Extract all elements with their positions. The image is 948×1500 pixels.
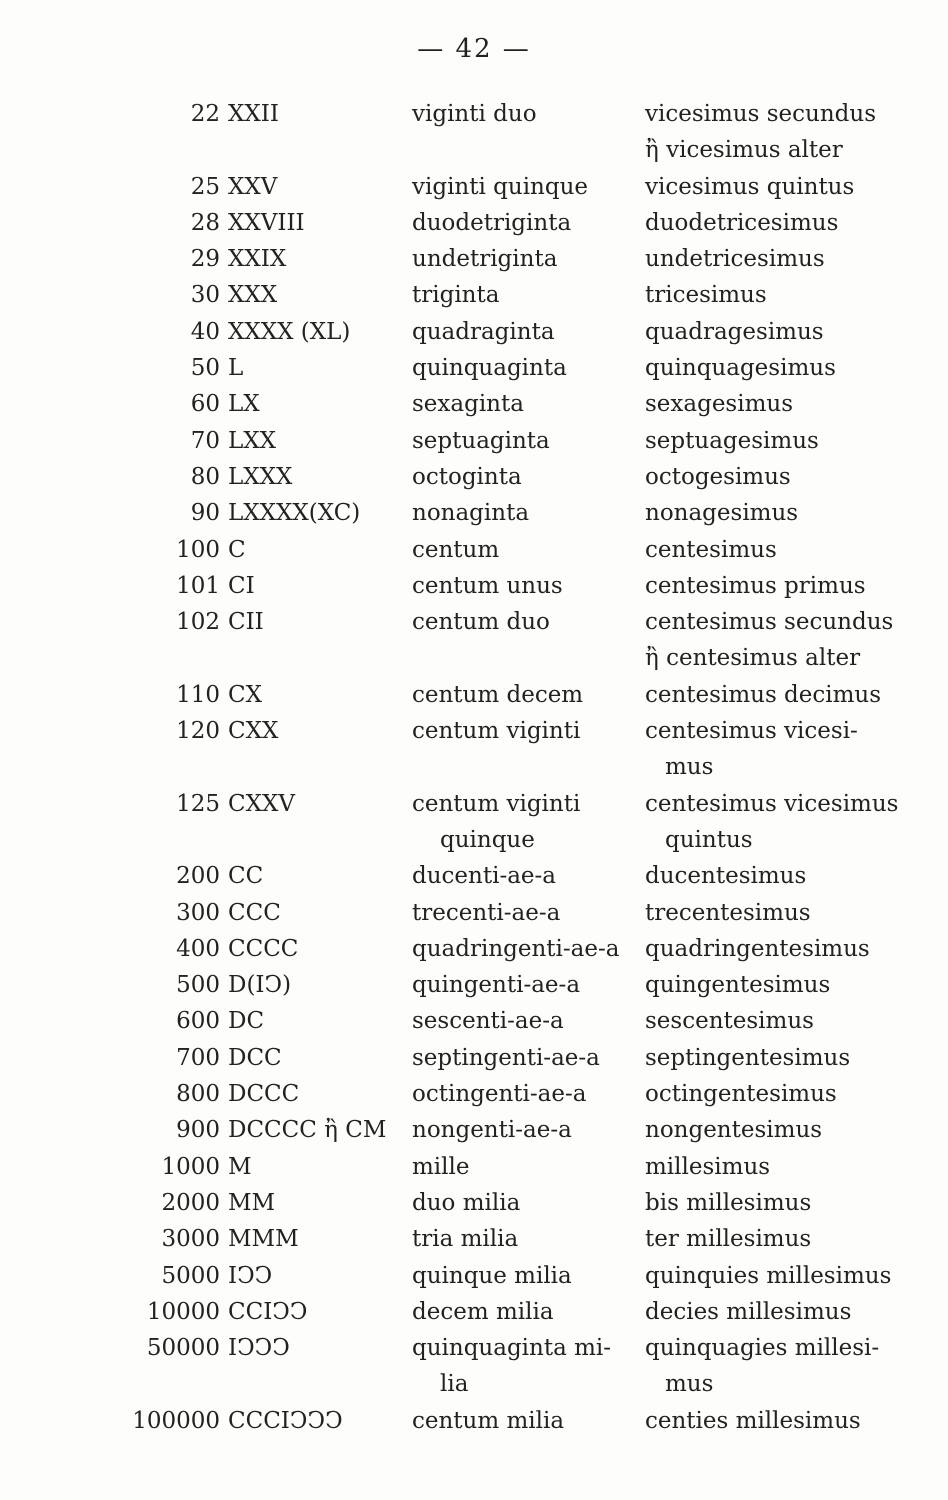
table-row — [0, 568, 948, 604]
roman-numeral-cell: XXII — [228, 101, 279, 127]
roman-numeral-cell: XXX — [228, 282, 278, 309]
table-row — [0, 604, 948, 640]
ordinal-cell: duodetricesimus — [645, 209, 839, 236]
numeral-table — [0, 96, 948, 1439]
cardinal-cell: nongenti-ae-a — [412, 1117, 572, 1144]
number-cell: 102 — [176, 609, 220, 636]
cardinal-cell: quadringenti-ae-a — [412, 935, 620, 962]
table-row — [0, 786, 948, 822]
number-cell: 1000 — [161, 1153, 220, 1180]
ordinal-cell: trecentesimus — [645, 899, 811, 926]
roman-numeral-cell: XXVIII — [228, 209, 305, 236]
number-cell: 200 — [176, 863, 220, 890]
number-cell: 700 — [176, 1044, 220, 1071]
ordinal-cell: centesimus decimus — [645, 681, 882, 708]
cardinal-cell: sescenti-ae-a — [412, 1008, 564, 1035]
ordinal-cell: ἢ centesimus alter — [645, 645, 861, 672]
table-row — [0, 205, 948, 241]
page-number: — 42 — — [417, 34, 531, 64]
number-cell: 400 — [176, 935, 220, 962]
table-row — [0, 386, 948, 422]
ordinal-cell: septuagesimus — [645, 427, 819, 454]
table-row — [0, 1330, 948, 1366]
number-cell: 22 — [190, 101, 220, 127]
number-cell: 100 — [176, 536, 220, 563]
number-cell: 5000 — [161, 1262, 220, 1289]
number-cell: 50000 — [146, 1335, 220, 1362]
cardinal-cell: tria milia — [412, 1226, 519, 1253]
table-row — [0, 1294, 948, 1330]
cardinal-cell: viginti quinque — [412, 173, 589, 200]
cardinal-cell: centum viginti — [412, 790, 581, 817]
cardinal-cell: octingenti-ae-a — [412, 1081, 587, 1108]
ordinal-cell: centesimus primus — [645, 572, 866, 599]
ordinal-cell: centesimus vicesimus — [645, 790, 899, 817]
table-row — [0, 314, 948, 350]
number-cell: 25 — [190, 173, 220, 200]
cardinal-cell: centum duo — [412, 609, 550, 636]
table-row — [0, 967, 948, 1003]
table-row — [0, 277, 948, 313]
cardinal-cell: lia — [440, 1371, 469, 1398]
number-cell: 110 — [176, 681, 220, 708]
cardinal-cell: duodetriginta — [412, 209, 572, 236]
table-row — [0, 1003, 948, 1039]
number-cell: 40 — [190, 318, 220, 345]
table-row — [0, 1403, 948, 1439]
ordinal-cell: octingentesimus — [645, 1081, 837, 1108]
cardinal-cell: centum unus — [412, 572, 563, 599]
table-row — [0, 1366, 948, 1402]
ordinal-cell: vicesimus secundus — [645, 101, 876, 127]
roman-numeral-cell: XXXX (XL) — [228, 318, 351, 345]
table-row — [0, 1149, 948, 1185]
cardinal-cell: ducenti-ae-a — [412, 863, 557, 890]
table-row — [0, 96, 948, 132]
roman-numeral-cell: IↃↃↃ — [228, 1335, 290, 1362]
number-cell: 300 — [176, 899, 220, 926]
roman-numeral-cell: XXIX — [228, 246, 287, 273]
number-cell: 2000 — [161, 1189, 220, 1216]
table-row — [0, 132, 948, 168]
table-row — [0, 1076, 948, 1112]
cardinal-cell: decem milia — [412, 1298, 554, 1325]
ordinal-cell: sescentesimus — [645, 1008, 814, 1035]
cardinal-cell: centum milia — [412, 1407, 565, 1434]
roman-numeral-cell: M — [228, 1153, 252, 1180]
number-cell: 30 — [190, 282, 220, 309]
number-cell: 60 — [190, 391, 220, 418]
roman-numeral-cell: CXXV — [228, 790, 295, 817]
cardinal-cell: quingenti-ae-a — [412, 972, 581, 999]
ordinal-cell: undetricesimus — [645, 246, 825, 273]
ordinal-cell: quadragesimus — [645, 318, 824, 345]
number-cell: 28 — [190, 209, 220, 236]
number-cell: 70 — [190, 427, 220, 454]
ordinal-cell: quinquagies millesi- — [645, 1335, 880, 1362]
number-cell: 500 — [176, 972, 220, 999]
roman-numeral-cell: LXXX — [228, 463, 293, 490]
roman-numeral-cell: CCCC — [228, 935, 299, 962]
ordinal-cell: centesimus vicesi- — [645, 718, 858, 745]
ordinal-cell: centies millesimus — [645, 1407, 861, 1434]
table-row — [0, 1221, 948, 1257]
table-row — [0, 1185, 948, 1221]
table-row — [0, 749, 948, 785]
cardinal-cell: duo milia — [412, 1189, 521, 1216]
ordinal-cell: ἢ vicesimus alter — [645, 137, 843, 164]
roman-numeral-cell: CCCIↃↃↃ — [228, 1407, 343, 1434]
roman-numeral-cell: CCIↃↃ — [228, 1298, 308, 1325]
table-row — [0, 423, 948, 459]
number-cell: 90 — [190, 500, 220, 527]
table-row — [0, 350, 948, 386]
table-row — [0, 241, 948, 277]
ordinal-cell: ducentesimus — [645, 863, 807, 890]
roman-numeral-cell: DCCCC ἢ CM — [228, 1117, 387, 1144]
number-cell: 800 — [176, 1081, 220, 1108]
table-row — [0, 169, 948, 205]
ordinal-cell: mus — [665, 1371, 714, 1398]
cardinal-cell: centum — [412, 536, 500, 563]
roman-numeral-cell: D(IↃ) — [228, 972, 292, 999]
cardinal-cell: mille — [412, 1153, 470, 1180]
cardinal-cell: trecenti-ae-a — [412, 899, 561, 926]
table-row — [0, 677, 948, 713]
table-row — [0, 858, 948, 894]
ordinal-cell: quingentesimus — [645, 972, 831, 999]
cardinal-cell: quinquaginta mi- — [412, 1335, 612, 1362]
roman-numeral-cell: LXX — [228, 427, 277, 454]
table-row — [0, 895, 948, 931]
cardinal-cell: nonaginta — [412, 500, 530, 527]
cardinal-cell: octoginta — [412, 463, 522, 490]
roman-numeral-cell: CX — [228, 681, 262, 708]
number-cell: 29 — [190, 246, 220, 273]
roman-numeral-cell: C — [228, 536, 246, 563]
cardinal-cell: viginti duo — [412, 101, 537, 127]
roman-numeral-cell: LX — [228, 391, 260, 418]
roman-numeral-cell: CCC — [228, 899, 281, 926]
ordinal-cell: bis millesimus — [645, 1189, 812, 1216]
number-cell: 120 — [176, 718, 220, 745]
number-cell: 50 — [190, 355, 220, 382]
ordinal-cell: septingentesimus — [645, 1044, 851, 1071]
ordinal-cell: centesimus secundus — [645, 609, 894, 636]
roman-numeral-cell: L — [228, 355, 244, 382]
ordinal-cell: quinquies millesimus — [645, 1262, 892, 1289]
ordinal-cell: tricesimus — [645, 282, 767, 309]
number-cell: 125 — [176, 790, 220, 817]
cardinal-cell: septingenti-ae-a — [412, 1044, 600, 1071]
ordinal-cell: mus — [665, 754, 714, 781]
cardinal-cell: quinque milia — [412, 1262, 572, 1289]
ordinal-cell: sexagesimus — [645, 391, 794, 418]
ordinal-cell: centesimus — [645, 536, 777, 563]
table-row — [0, 495, 948, 531]
cardinal-cell: quinquaginta — [412, 355, 567, 382]
roman-numeral-cell: DCCC — [228, 1081, 300, 1108]
table-row — [0, 713, 948, 749]
roman-numeral-cell: CC — [228, 863, 264, 890]
roman-numeral-cell: IↃↃ — [228, 1262, 273, 1289]
table-row — [0, 459, 948, 495]
cardinal-cell: septuaginta — [412, 427, 550, 454]
ordinal-cell: nonagesimus — [645, 500, 799, 527]
number-cell: 900 — [176, 1117, 220, 1144]
ordinal-cell: nongentesimus — [645, 1117, 823, 1144]
roman-numeral-cell: MMM — [228, 1226, 299, 1253]
table-row — [0, 822, 948, 858]
cardinal-cell: undetriginta — [412, 246, 558, 273]
table-row — [0, 640, 948, 676]
cardinal-cell: centum viginti — [412, 718, 581, 745]
number-cell: 101 — [176, 572, 220, 599]
table-row — [0, 1112, 948, 1148]
cardinal-cell: triginta — [412, 282, 500, 309]
roman-numeral-cell: XXV — [228, 173, 278, 200]
number-cell: 600 — [176, 1008, 220, 1035]
ordinal-cell: vicesimus quintus — [645, 173, 855, 200]
roman-numeral-cell: CII — [228, 609, 264, 636]
ordinal-cell: ter millesimus — [645, 1226, 812, 1253]
roman-numeral-cell: CXX — [228, 718, 279, 745]
ordinal-cell: quadringentesimus — [645, 935, 870, 962]
table-row — [0, 1040, 948, 1076]
table-row — [0, 532, 948, 568]
cardinal-cell: quadraginta — [412, 318, 555, 345]
cardinal-cell: quinque — [440, 826, 535, 853]
roman-numeral-cell: DC — [228, 1008, 265, 1035]
ordinal-cell: quinquagesimus — [645, 355, 836, 382]
roman-numeral-cell: CI — [228, 572, 255, 599]
number-cell: 80 — [190, 463, 220, 490]
ordinal-cell: quintus — [665, 826, 753, 853]
table-row — [0, 1258, 948, 1294]
ordinal-cell: millesimus — [645, 1153, 771, 1180]
cardinal-cell: centum decem — [412, 681, 584, 708]
roman-numeral-cell: DCC — [228, 1044, 282, 1071]
ordinal-cell: octogesimus — [645, 463, 791, 490]
cardinal-cell: sexaginta — [412, 391, 524, 418]
roman-numeral-cell: MM — [228, 1189, 276, 1216]
roman-numeral-cell: LXXXX(XC) — [228, 500, 361, 527]
number-cell: 100000 — [132, 1407, 220, 1434]
number-cell: 3000 — [161, 1226, 220, 1253]
table-row — [0, 931, 948, 967]
number-cell: 10000 — [146, 1298, 220, 1325]
ordinal-cell: decies millesimus — [645, 1298, 852, 1325]
